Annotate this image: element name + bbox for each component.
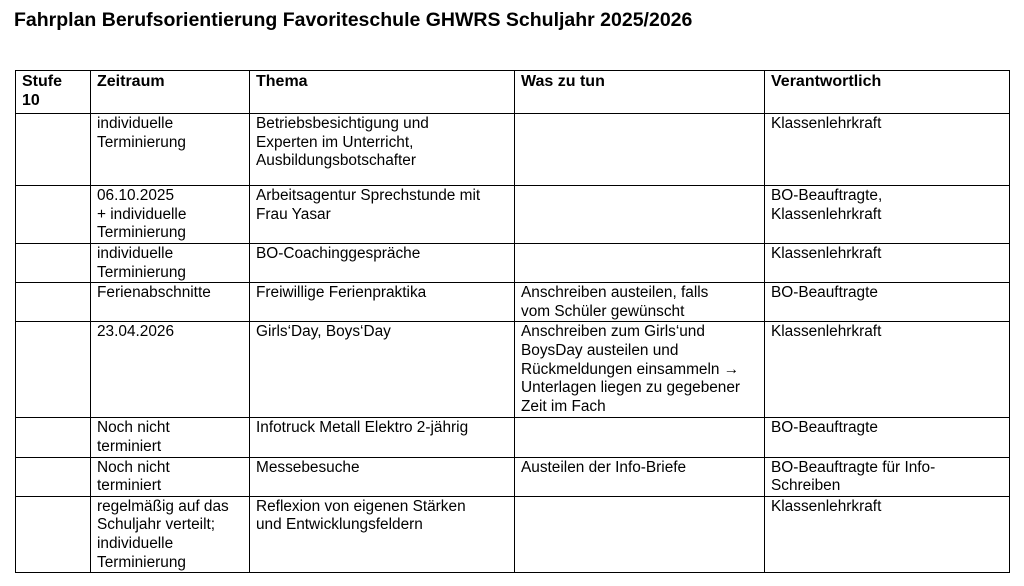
table-row <box>16 322 1010 418</box>
table-row <box>16 283 1010 322</box>
cell-was-zu-tun <box>515 186 765 244</box>
cell-verantwortlich: BO-Beauftragte <box>765 283 1010 322</box>
header-was-zu-tun: Was zu tun <box>515 71 765 114</box>
cell-verantwortlich: Klassenlehrkraft <box>765 114 1010 186</box>
cell-zeitraum: Noch nicht terminiert <box>91 418 250 457</box>
cell-stufe <box>16 457 91 496</box>
cell-was-zu-tun <box>515 496 765 572</box>
cell-verantwortlich: Klassenlehrkraft <box>765 322 1010 418</box>
cell-verantwortlich: Klassenlehrkraft <box>765 244 1010 283</box>
table-row <box>16 457 1010 496</box>
cell-stufe <box>16 114 91 186</box>
table-header-row <box>16 71 1010 114</box>
cell-stufe <box>16 283 91 322</box>
cell-stufe <box>16 496 91 572</box>
schedule-table <box>15 70 1010 573</box>
page-title: Fahrplan Berufsorientierung Favoriteschule GHWRS Schuljahr 2025/2026 <box>14 9 693 31</box>
table-row <box>16 418 1010 457</box>
cell-stufe <box>16 418 91 457</box>
cell-was-zu-tun: Austeilen der Info-Briefe <box>515 457 765 496</box>
cell-thema: Girls‘Day, Boys‘Day <box>250 322 515 418</box>
cell-zeitraum: Ferienabschnitte <box>91 283 250 322</box>
cell-zeitraum: Noch nicht terminiert <box>91 457 250 496</box>
cell-was-zu-tun <box>515 244 765 283</box>
cell-thema: Freiwillige Ferienpraktika <box>250 283 515 322</box>
header-zeitraum: Zeitraum <box>91 71 250 114</box>
cell-was-zu-tun <box>515 114 765 186</box>
cell-verantwortlich: BO-Beauftragte, Klassenlehrkraft <box>765 186 1010 244</box>
cell-thema: BO-Coachinggespräche <box>250 244 515 283</box>
cell-verantwortlich: Klassenlehrkraft <box>765 496 1010 572</box>
cell-thema: Arbeitsagentur Sprechstunde mit Frau Yasar <box>250 186 515 244</box>
cell-zeitraum: regelmäßig auf das Schuljahr verteilt; individuelle Terminierung <box>91 496 250 572</box>
cell-zeitraum: individuelle Terminierung <box>91 114 250 186</box>
cell-thema: Infotruck Metall Elektro 2-jährig <box>250 418 515 457</box>
cell-stufe <box>16 244 91 283</box>
cell-was-zu-tun: Anschreiben austeilen, falls vom Schüler gewünscht <box>515 283 765 322</box>
cell-thema: Reflexion von eigenen Stärken und Entwicklungsfeldern <box>250 496 515 572</box>
table-row <box>16 496 1010 572</box>
table-row <box>16 114 1010 186</box>
cell-stufe <box>16 322 91 418</box>
cell-thema: Messebesuche <box>250 457 515 496</box>
table-row <box>16 186 1010 244</box>
header-verantwortlich: Verantwortlich <box>765 71 1010 114</box>
header-thema: Thema <box>250 71 515 114</box>
cell-was-zu-tun <box>515 418 765 457</box>
cell-thema: Betriebsbesichtigung und Experten im Unterricht, Ausbildungsbotschafter <box>250 114 515 186</box>
cell-zeitraum: individuelle Terminierung <box>91 244 250 283</box>
cell-verantwortlich: BO-Beauftragte für Info- Schreiben <box>765 457 1010 496</box>
table-row <box>16 244 1010 283</box>
cell-stufe <box>16 186 91 244</box>
cell-zeitraum: 23.04.2026 <box>91 322 250 418</box>
cell-zeitraum: 06.10.2025 + individuelle Terminierung <box>91 186 250 244</box>
cell-was-zu-tun: Anschreiben zum Girls‘und BoysDay austeilen und Rückmeldungen einsammeln → Unterlagen liegen zu gegebener Zeit im Fach <box>515 322 765 418</box>
header-stufe: Stufe 10 <box>16 71 91 114</box>
cell-verantwortlich: BO-Beauftragte <box>765 418 1010 457</box>
